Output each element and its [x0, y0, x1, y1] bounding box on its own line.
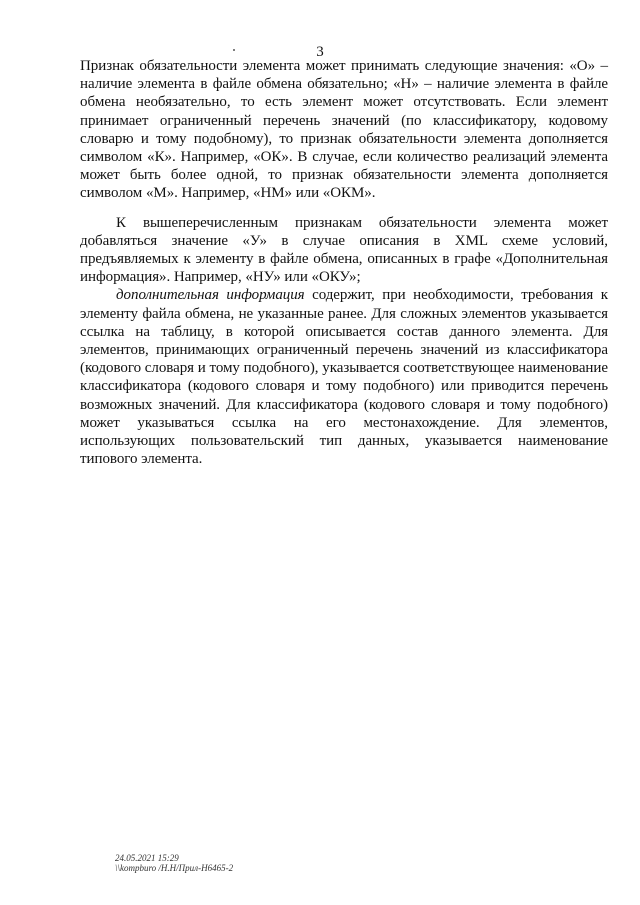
footer-file-reference: \\kompburo /Н.Н/Прил-Н6465-2	[115, 863, 234, 873]
term-additional-info: дополнительная информация	[116, 287, 305, 304]
paragraph-additional-info	[80, 286, 608, 468]
footer-timestamp: 24.05.2021 15:29	[115, 853, 179, 863]
additional-info-description: содержит, при необходимости, требования к элементу файла обмена, не указанные ранее. Для сложных элементов указывается ссылка на таблицу, в которой описывается состав данного элемента. Для элементов, принимающих ограниченный перечень значений из классификатора (кодового словаря и тому подобного), указывается соответствующее наименование классификатора (кодового словаря и тому подобного) или приводится перечень возможных значений. Для классификатора (кодового словаря и тому подобного) может указываться ссылка на его местонахождение. Для элементов, использующих пользовательский тип данных, указывается наименование типового элемента.	[80, 287, 608, 468]
paragraph-mandatory-flag: Признак обязательности элемента может принимать следующие значения: «О» – наличие элемента в файле обмена обязательно; «Н» – наличие элемента в файле обмена необязательно, то есть элемент может отсутствовать. Если элемент принимает ограниченный перечень значений (по классификатору, кодовому словарю и тому подобному), то признак обязательности элемента дополняется символом «К». Например, «ОК». В случае, если количество реализаций элемента может быть более одной, то признак обязательности элемента дополняется символом «М». Например, «НМ» или «ОКМ».	[80, 58, 608, 202]
paragraph-condition-flag: К вышеперечисленным признакам обязательности элемента может добавляться значение «У» в случае описания в XML схеме условий, предъявляемых к элементу в файле обмена, описанных в графе «Дополнительная информация». Например, «НУ» или «ОКУ»;	[80, 214, 608, 286]
document-footer	[115, 853, 233, 873]
document-body	[80, 57, 608, 468]
scan-artifact	[233, 49, 235, 51]
page-number: 3	[316, 44, 324, 60]
